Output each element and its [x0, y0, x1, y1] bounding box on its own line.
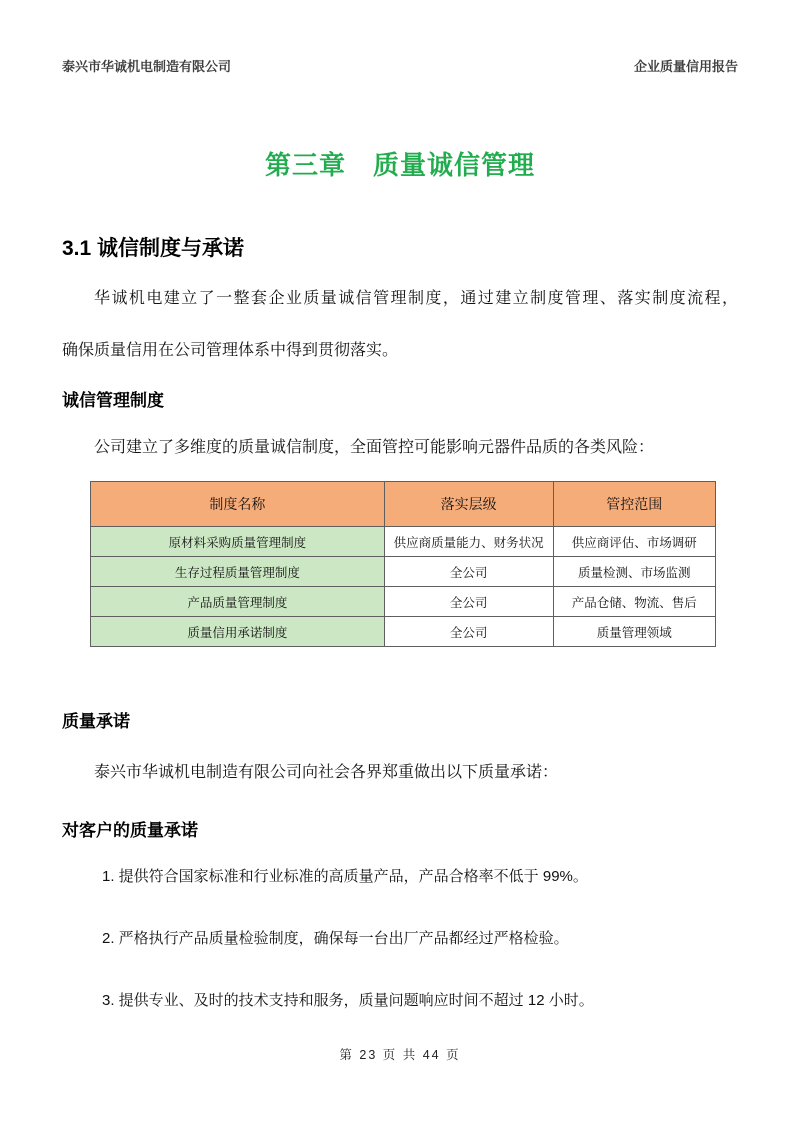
- table-cell: 供应商质量能力、财务状况: [384, 527, 553, 557]
- table-header-level: 落实层级: [384, 482, 553, 527]
- subheading-customer-commitment: 对客户的质量承诺: [62, 821, 198, 840]
- table-header-scope: 管控范围: [553, 482, 716, 527]
- chapter-title: 第三章 质量诚信管理: [264, 150, 535, 180]
- subheading-integrity-system: 诚信管理制度: [62, 391, 164, 410]
- table-cell: 质量管理领域: [553, 617, 716, 647]
- commitment-intro: 泰兴市华诚机电制造有限公司向社会各界郑重做出以下质量承诺：: [94, 764, 559, 781]
- table-cell: 原材料采购质量管理制度: [91, 527, 385, 557]
- table-row: [91, 587, 716, 617]
- table-cell: 供应商评估、市场调研: [553, 527, 716, 557]
- table-row: [91, 617, 716, 647]
- table-header-system-name: 制度名称: [91, 482, 385, 527]
- table-cell: 产品质量管理制度: [91, 587, 385, 617]
- list-item-commitment-2: 2. 严格执行产品质量检验制度，确保每一台出厂产品都经过严格检验。: [102, 930, 569, 947]
- table-cell: 质量信用承诺制度: [91, 617, 385, 647]
- section-intro-line-1: 华诚机电建立了一整套企业质量诚信管理制度，通过建立制度管理、落实制度流程，: [94, 290, 738, 307]
- table-cell: 全公司: [384, 587, 553, 617]
- subheading-quality-commitment: 质量承诺: [62, 712, 130, 731]
- table-cell: 全公司: [384, 617, 553, 647]
- page-header: [62, 56, 738, 75]
- header-report-title: 企业质量信用报告: [633, 59, 738, 74]
- table-cell: 生存过程质量管理制度: [91, 557, 385, 587]
- customer-commitment-list: [62, 865, 738, 1013]
- section-heading: 3.1 诚信制度与承诺: [62, 237, 245, 260]
- list-item-commitment-3: 3. 提供专业、及时的技术支持和服务，质量问题响应时间不超过 12 小时。: [102, 992, 594, 1009]
- integrity-system-table: [90, 481, 716, 647]
- page-number: 第 23 页 共 44 页: [339, 1048, 461, 1062]
- table-cell: 质量检测、市场监测: [553, 557, 716, 587]
- table-row: [91, 557, 716, 587]
- header-company-name: 泰兴市华诚机电制造有限公司: [62, 59, 232, 74]
- list-item-commitment-1: 1. 提供符合国家标准和行业标准的高质量产品，产品合格率不低于 99%。: [102, 868, 588, 885]
- table-cell: 全公司: [384, 557, 553, 587]
- table-header-row: [91, 482, 716, 527]
- integrity-intro: 公司建立了多维度的质量诚信制度，全面管控可能影响元器件品质的各类风险：: [94, 439, 655, 456]
- section-intro-line-2: 确保质量信用在公司管理体系中得到贯彻落实。: [62, 342, 399, 359]
- table-row: [91, 527, 716, 557]
- table-cell: 产品仓储、物流、售后: [553, 587, 716, 617]
